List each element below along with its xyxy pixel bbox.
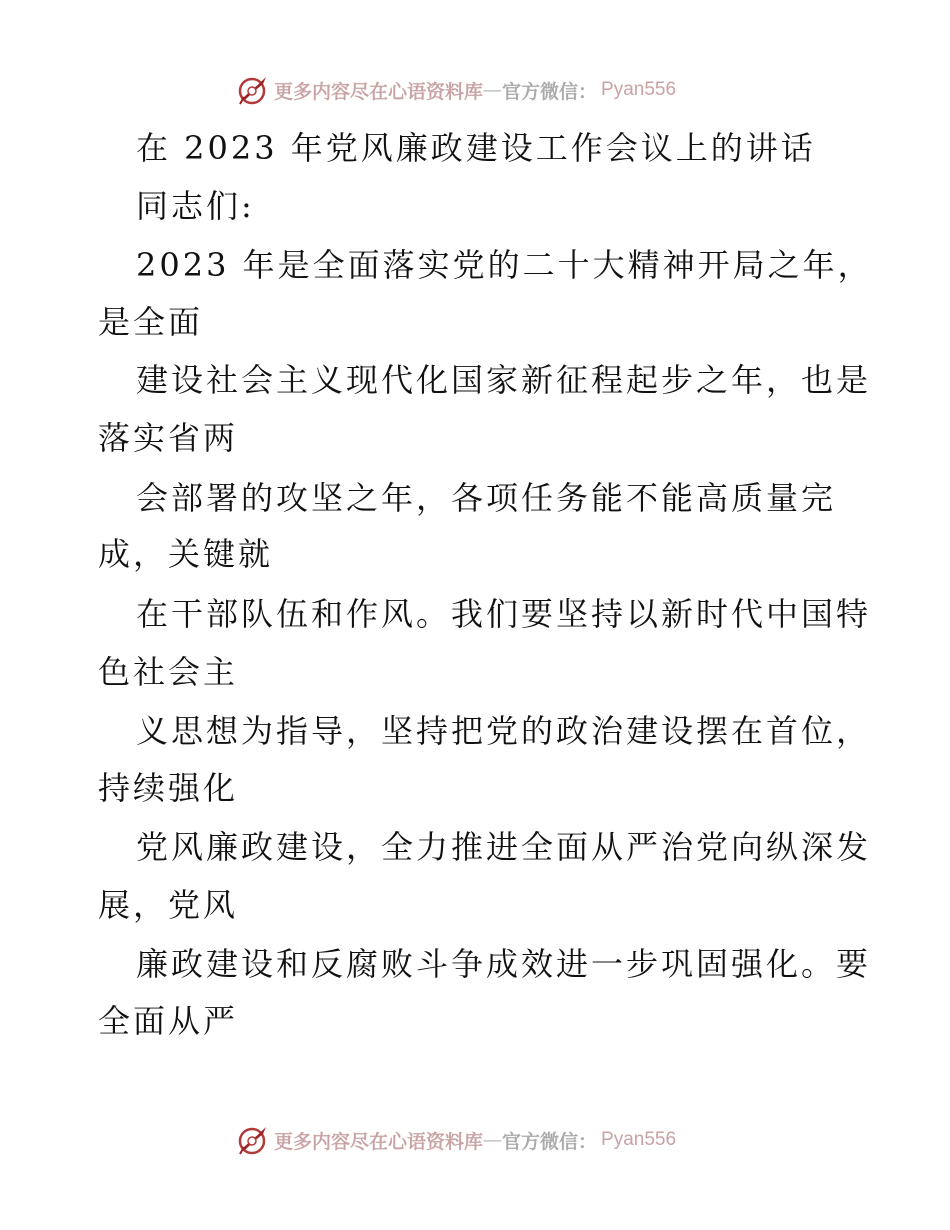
paragraph-line: 是全面 <box>98 303 204 341</box>
paragraph-line: 全面从严 <box>98 1002 239 1040</box>
paragraph-line: 会部署的攻坚之年，各项任务能不能高质量完 <box>136 479 837 517</box>
paragraph-line: 党风廉政建设，全力推进全面从严治党向纵深发 <box>136 828 872 866</box>
footer-banner-text: 更多内容尽在心语资料库 <box>274 1130 484 1153</box>
paragraph-line: 色社会主 <box>98 653 239 691</box>
footer-banner-dash: — <box>483 1129 503 1151</box>
paragraph-line: 2023 年是全面落实党的二十大精神开局之年， <box>136 246 873 284</box>
paragraph-line: 建设社会主义现代化国家新征程起步之年，也是 <box>136 361 872 399</box>
paragraph-line: 在干部队伍和作风。我们要坚持以新时代中国特 <box>136 595 872 633</box>
paragraph-line: 落实省两 <box>98 419 239 457</box>
paragraph-line: 持续强化 <box>98 769 239 807</box>
header-banner-text: 更多内容尽在心语资料库 <box>274 80 484 103</box>
quill-ribbon-logo-icon <box>236 1123 270 1157</box>
header-wechat-label: 官方微信： <box>502 80 598 103</box>
paragraph-line: 廉政建设和反腐败斗争成效进一步巩固强化。要 <box>136 945 872 983</box>
salutation: 同志们: <box>136 187 255 225</box>
footer-wechat-id: Pyan556 <box>601 1129 677 1150</box>
footer-wechat-label: 官方微信： <box>502 1130 598 1153</box>
footer-banner <box>236 1122 676 1158</box>
header-banner-dash: — <box>483 79 503 101</box>
header-wechat-id: Pyan556 <box>601 79 677 100</box>
paragraph-line: 义思想为指导，坚持把党的政治建设摆在首位， <box>136 712 872 750</box>
paragraph-line: 展，党风 <box>98 886 239 924</box>
paragraph-line: 成，关键就 <box>98 535 274 573</box>
document-title: 在 2023 年党风廉政建设工作会议上的讲话 <box>136 129 816 167</box>
